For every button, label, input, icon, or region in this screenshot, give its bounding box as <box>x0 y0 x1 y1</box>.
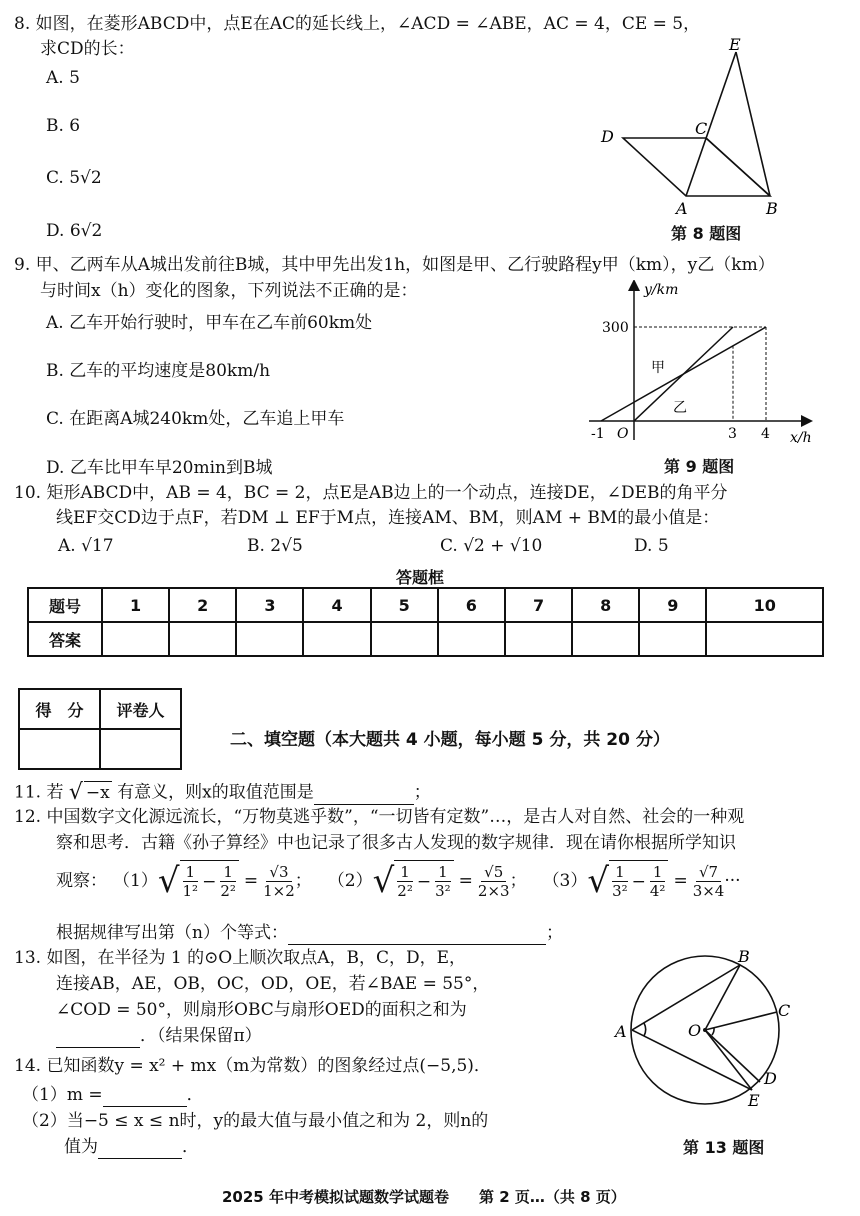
q12-observation-row <box>56 860 751 902</box>
answer-cell-9[interactable] <box>639 622 706 656</box>
separator: ； <box>294 871 312 891</box>
q13-line2: 连接AB，AE，OB，OC，OD，OE，若∠BAE = 55°， <box>56 974 490 994</box>
numerator: 1 <box>397 863 413 882</box>
q12-formula-2: （2） √ $\frac{1}{\text{2²}}$ − $\frac{1}{\text{3²}}$ = $\frac{√5}{2\times 3}$ ； <box>327 861 527 901</box>
x-tick-label: 3 <box>728 426 737 442</box>
answer-cell-1[interactable] <box>102 622 169 656</box>
fraction <box>397 863 413 900</box>
result-denominator: 2×3 <box>477 881 510 900</box>
series-yi-label: 乙 <box>673 400 687 416</box>
q13-label-e: E <box>748 1091 760 1110</box>
question-number-6: 6 <box>438 588 505 622</box>
q9-distance-time-chart <box>585 280 820 450</box>
q10-stem-line2: 线EF交CD边于点F，若DM ⊥ EF于M点，连接AM、BM，则AM + BM的最小值是： <box>56 508 720 528</box>
q11-answer-blank[interactable] <box>314 782 414 805</box>
q12-line1: 12. 中国数字文化源远流长，“万物莫逃乎数”，“一切皆有定数”…，是古人对自然、社会的一种观 <box>14 807 745 827</box>
result-denominator: 3×4 <box>692 881 725 900</box>
q14-part2: （2）当−5 ≤ x ≤ n时，y的最大值与最小值之和为 2，则n的 <box>22 1111 489 1131</box>
q12-index: （1） <box>113 871 158 891</box>
question-number-4: 4 <box>303 588 370 622</box>
separator: ； <box>509 871 527 891</box>
radical-sign: √ <box>587 861 610 901</box>
q8-option-a: A. 5 <box>46 68 80 88</box>
y-tick-label: 300 <box>602 320 629 336</box>
q12-index: （3） <box>542 871 588 891</box>
q12-observe-label: 观察： <box>56 871 107 891</box>
q10-option-c: C. √2 + √10 <box>440 536 543 556</box>
separator: ··· <box>724 871 741 891</box>
denominator: 2² <box>220 882 236 900</box>
q12-prompt: 根据规律写出第（n）个等式： <box>56 923 288 943</box>
score-cell[interactable] <box>19 729 100 769</box>
series-jia-label: 甲 <box>651 360 665 376</box>
denominator: 2² <box>397 882 413 900</box>
answer-cell-2[interactable] <box>169 622 236 656</box>
q14-part1 <box>22 1084 204 1107</box>
q12-index: （2） <box>327 871 373 891</box>
q11-text: 有意义，则x的取值范围是 <box>117 782 314 803</box>
question-number-3: 3 <box>236 588 303 622</box>
page-footer: 2025 年中考模拟试题数学试题卷 第 2 页…（共 8 页） <box>222 1188 626 1206</box>
fraction <box>612 863 628 900</box>
answer-cell-4[interactable] <box>303 622 370 656</box>
denominator: 3² <box>435 882 451 900</box>
denominator: 4² <box>649 882 666 900</box>
q8-option-d: D. 6√2 <box>46 221 103 241</box>
q11-prefix: 11. 若 <box>14 782 64 803</box>
result-denominator: 1×2 <box>263 881 295 900</box>
answer-cell-5[interactable] <box>371 622 438 656</box>
grader-label: 评卷人 <box>100 689 181 729</box>
q8-option-c: C. 5√2 <box>46 168 102 188</box>
numerator: 1 <box>183 863 199 882</box>
score-box <box>18 688 182 770</box>
fraction <box>435 863 451 900</box>
q13-line3: ∠COD = 50°，则扇形OBC与扇形OED的面积之和为 <box>56 1000 467 1020</box>
q11-radicand: −x <box>85 782 110 803</box>
q13-label-c: C <box>778 1001 791 1020</box>
result-numerator: √7 <box>696 863 721 882</box>
result-fraction <box>263 863 295 900</box>
radical-sign: √ <box>157 861 180 901</box>
q12-answer-blank[interactable] <box>288 922 546 945</box>
q13-label-b: B <box>738 947 750 966</box>
result-numerator: √5 <box>481 863 506 882</box>
answer-cell-8[interactable] <box>572 622 639 656</box>
q10-option-a: A. √17 <box>58 536 114 556</box>
q12-radicand: $\frac{1}{\text{2²}}$ − $\frac{1}{\text{3²}}$ <box>394 860 453 902</box>
grader-cell[interactable] <box>100 729 181 769</box>
q14-part2-text: 值为 <box>64 1137 98 1157</box>
q12-line4 <box>56 922 563 945</box>
radical-sign: √ <box>372 861 395 901</box>
denominator: 3² <box>612 882 628 900</box>
answer-cell-6[interactable] <box>438 622 505 656</box>
numerator: 1 <box>650 863 666 882</box>
q12-radicand: $\frac{1}{\text{1²}}$ − $\frac{1}{\text{2²}}$ <box>180 860 239 902</box>
score-label: 得 分 <box>19 689 100 729</box>
number-header: 题号 <box>28 588 102 622</box>
q14-part2-line2 <box>64 1136 199 1159</box>
q11-end: ； <box>413 782 431 803</box>
numerator: 1 <box>612 863 628 882</box>
x-tick-label: 4 <box>761 426 770 442</box>
numerator: 1 <box>435 863 451 882</box>
q13-answer-blank[interactable] <box>56 1025 140 1048</box>
q9-stem-line2: 与时间x（h）变化的图象，下列说法不正确的是： <box>40 281 418 301</box>
answer-header: 答案 <box>28 622 102 656</box>
result-numerator: √3 <box>266 863 291 882</box>
q8-label-b: B <box>766 199 778 218</box>
q8-label-c: C <box>695 119 708 138</box>
q10-option-b: B. 2√5 <box>247 536 303 556</box>
question-number-1: 1 <box>102 588 169 622</box>
q10-option-d: D. 5 <box>634 536 669 556</box>
answer-box-title: 答题框 <box>396 568 445 587</box>
result-fraction <box>478 863 510 900</box>
q8-label-e: E <box>729 38 741 54</box>
question-number-2: 2 <box>169 588 236 622</box>
q9-option-a: A. 乙车开始行驶时，甲车在乙车前60km处 <box>46 313 373 333</box>
q13-label-a: A <box>615 1022 627 1041</box>
question-number-10: 10 <box>706 588 823 622</box>
q9-figure-caption: 第 9 题图 <box>664 457 735 476</box>
q13-circle-figure <box>610 940 800 1122</box>
x-tick-label: -1 <box>591 426 605 442</box>
fraction <box>650 863 666 900</box>
section-2-heading: 二、填空题（本大题共 4 小题，每小题 5 分，共 20 分） <box>230 730 670 750</box>
answer-cell-10[interactable] <box>706 622 823 656</box>
q8-rhombus-figure <box>598 38 798 218</box>
q12-formula-1: （1） √ $\frac{1}{\text{1²}}$ − $\frac{1}{\text{2²}}$ = $\frac{√3}{1\times 2}$ ； <box>113 861 312 901</box>
result-fraction <box>693 863 725 900</box>
q9-option-d: D. 乙车比甲车早20min到B城 <box>46 458 273 478</box>
q9-option-c: C. 在距离A城240km处，乙车追上甲车 <box>46 409 345 429</box>
q9-stem-line1: 9. 甲、乙两车从A城出发前往B城，其中甲先出发1h，如图是甲、乙行驶路程y甲（km），y乙（km） <box>14 255 775 275</box>
q14-part1-end: ． <box>186 1085 204 1105</box>
q8-option-b: B. 6 <box>46 116 81 136</box>
q13-figure-caption: 第 13 题图 <box>683 1138 765 1157</box>
q8-stem-line2: 求CD的长： <box>40 39 135 59</box>
q13-label-d: D <box>764 1069 777 1088</box>
question-number-9: 9 <box>639 588 706 622</box>
numerator: 1 <box>220 863 236 882</box>
q8-stem-line1: 8. 如图，在菱形ABCD中，点E在AC的延长线上，∠ACD = ∠ABE，AC = 4，CE = 5， <box>14 14 701 34</box>
q8-figure-caption: 第 8 题图 <box>671 224 742 243</box>
q14-part1-text: （1）m = <box>22 1085 103 1105</box>
q13-label-o: O <box>688 1021 702 1040</box>
denominator: 1² <box>182 882 199 900</box>
q14-line1: 14. 已知函数y = x² + mx（m为常数）的图象经过点(−5,5)． <box>14 1056 491 1076</box>
q12-radicand: $\frac{1}{\text{3²}}$ − $\frac{1}{\text{4²}}$ <box>609 860 668 902</box>
y-axis-label: y/km <box>644 282 679 298</box>
q12-end: ； <box>545 923 563 943</box>
q11: 11. 若 √ −x 有意义，则x的取值范围是 ； <box>14 780 431 805</box>
q10-stem-line1: 10. 矩形ABCD中，AB = 4，BC = 2，点E是AB边上的一个动点，连接DE，∠DEB的角平分 <box>14 483 728 503</box>
answer-cell-3[interactable] <box>236 622 303 656</box>
answer-row <box>28 622 823 656</box>
q9-option-b: B. 乙车的平均速度是80km/h <box>46 361 271 381</box>
q13-line4 <box>56 1025 262 1048</box>
q13-note: ．（结果保留π） <box>140 1026 262 1046</box>
q8-label-d: D <box>601 127 614 146</box>
q12-formula-3: （3） √ $\frac{1}{\text{3²}}$ − $\frac{1}{\text{4²}}$ = $\frac{√7}{3\times 4}$ ··· <box>542 861 741 901</box>
x-tick-label: O <box>617 426 629 442</box>
question-number-7: 7 <box>505 588 572 622</box>
q14-part1-blank[interactable] <box>103 1084 187 1107</box>
x-axis-label: x/h <box>790 430 812 446</box>
answer-box-table <box>27 587 824 657</box>
question-number-8: 8 <box>572 588 639 622</box>
question-number-5: 5 <box>371 588 438 622</box>
q13-line1: 13. 如图，在半径为 1 的⊙O上顺次取点A，B，C，D，E， <box>14 948 467 968</box>
q8-label-a: A <box>676 199 688 218</box>
q14-part2-blank[interactable] <box>98 1136 182 1159</box>
fraction <box>220 863 236 900</box>
q14-part2-end: ． <box>182 1137 199 1157</box>
answer-number-row <box>28 588 823 622</box>
fraction <box>183 863 199 900</box>
answer-cell-7[interactable] <box>505 622 572 656</box>
q12-line2: 察和思考．古籍《孙子算经》中也记录了很多古人发现的数字规律．现在请你根据所学知识 <box>56 833 736 853</box>
